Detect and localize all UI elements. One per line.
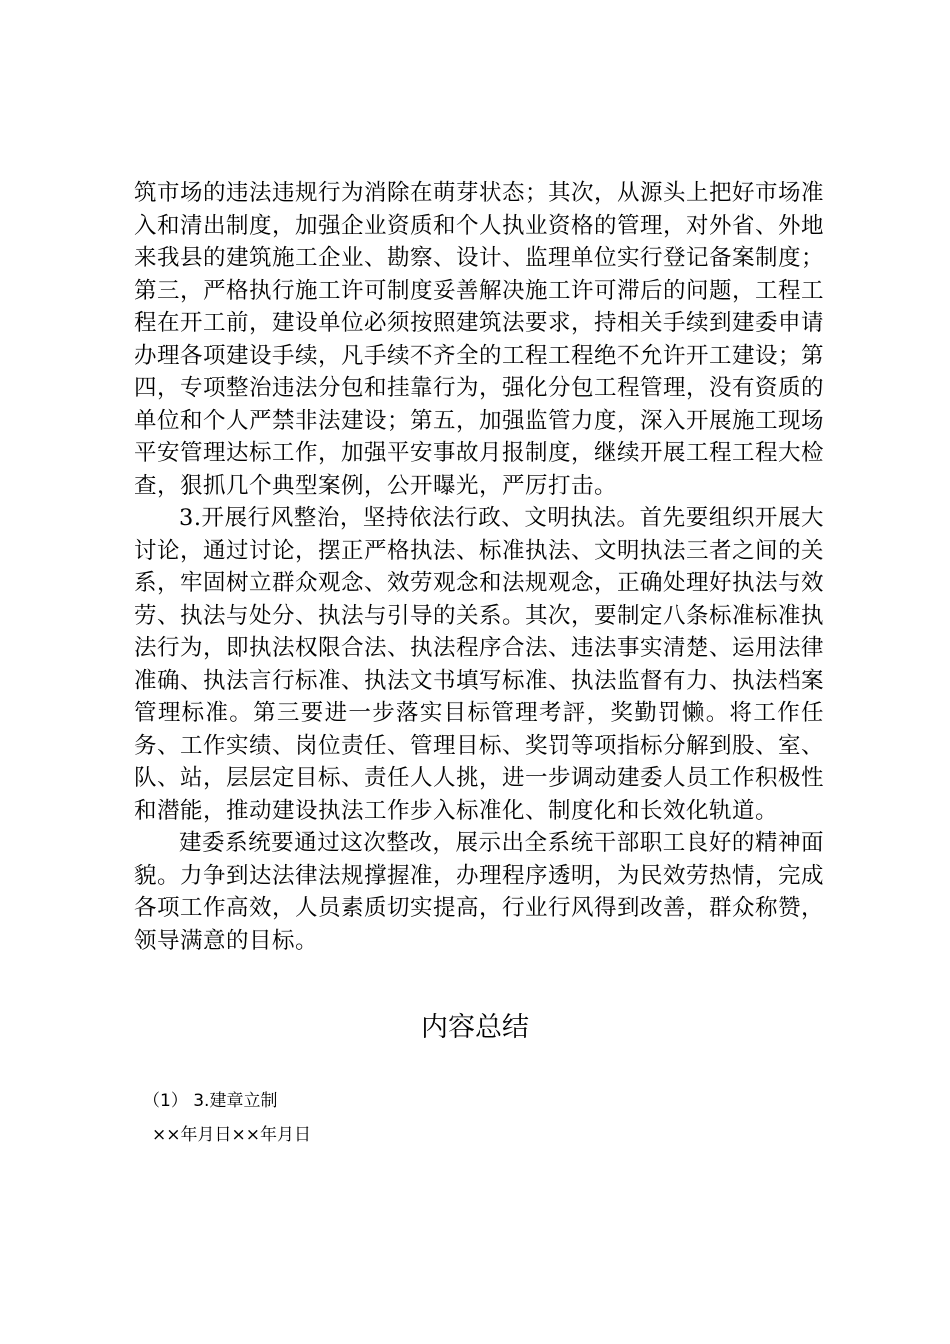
document-body (134, 177, 824, 957)
paragraph-continued: 筑市场的违法违规行为消除在萌芽状态；其次，从源头上把好市场准入和清出制度，加强企业资质和个人执业资格的管理，对外省、外地来我县的建筑施工企业、勘察、设计、监理单位实行登记备案制度；第三，严格执行施工许可制度妥善解决施工许可滞后的问题，工程工程在开工前，建设单位必须按照建筑法要求，持相关手续到建委申请办理各项建设手续，凡手续不齐全的工程工程绝不允许开工建设；第四，专项整治违法分包和挂靠行为，强化分包工程管理，没有资质的单位和个人严禁非法建设；第五，加强监管力度，深入开展施工现场平安管理达标工作，加强平安事故月报制度，继续开展工程工程大检查，狠抓几个典型案例，公开曝光，严厉打击。 (134, 180, 825, 499)
paragraph-conduct-rectification: 3.开展行风整治，坚持依法行政、文明执法。首先要组织开展大讨论，通过讨论，摆正严格执法、标准执法、文明执法三者之间的关系，牢固树立群众观念、效劳观念和法规观念，正确处理好执法与效劳、执法与处分、执法与引导的关系。其次，要制定八条标准标准执法行为，即执法权限合法、执法程序合法、违法事实清楚、运用法律准确、执法言行标准、执法文书填写标准、执法监督有力、执法档案管理标准。第三要进一步落实目标管理考評，奖勤罚懒。将工作任务、工作实绩、岗位责任、管理目标、奖罚等项指标分解到股、室、队、站，层层定目标、责任人人挑，进一步调动建委人员工作积极性和潜能，推动建设执法工作步入标准化、制度化和长效化轨道。 (134, 505, 825, 824)
summary-item: （1） 3.建章立制 (143, 1091, 278, 1111)
summary-title: 内容总结 (421, 1012, 529, 1043)
paragraph-goal: 建委系统要通过这次整改，展示出全系统干部职工良好的精神面貌。力争到达法律法规撑握准，办理程序透明，为民效劳热情，完成各项工作高效，人员素质切实提高，行业行风得到改善，群众称赞，领导满意的目标。 (134, 830, 825, 954)
summary-date-line: ××年月日××年月日 (152, 1125, 311, 1145)
